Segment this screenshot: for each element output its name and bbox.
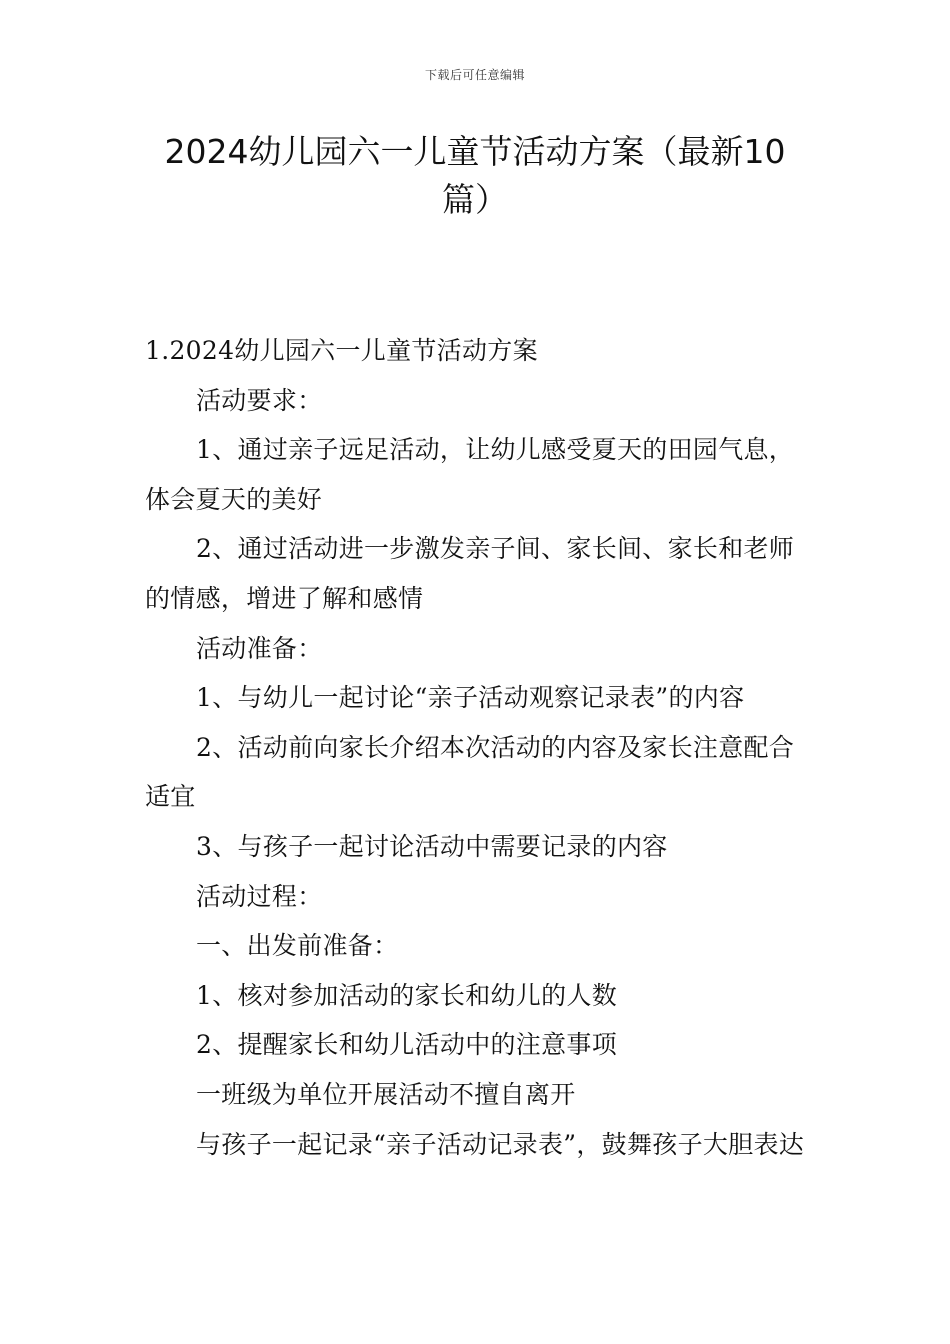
paragraph: 一、出发前准备： bbox=[196, 931, 399, 961]
paragraph: 活动过程： bbox=[196, 881, 323, 911]
paragraph: 活动准备： bbox=[196, 633, 323, 663]
paragraph: 3、与孩子一起讨论活动中需要记录的内容 bbox=[196, 831, 668, 861]
paragraph: 活动要求： bbox=[196, 385, 323, 415]
paragraph: 1、核对参加活动的家长和幼儿的人数 bbox=[196, 980, 618, 1010]
document-title: 2024幼儿园六一儿童节活动方案（最新10篇） bbox=[164, 132, 786, 219]
section-heading: 1.2024幼儿园六一儿童节活动方案 bbox=[145, 336, 538, 365]
paragraph: 一班级为单位开展活动不擅自离开 bbox=[196, 1079, 576, 1109]
paragraph: 与孩子一起记录“亲子活动记录表”，鼓舞孩子大胆表达 bbox=[196, 1129, 805, 1159]
header-note: 下载后可任意编辑 bbox=[424, 68, 525, 82]
paragraph: 2、活动前向家长介绍本次活动的内容及家长注意配合适宜 bbox=[145, 732, 795, 812]
paragraph: 1、与幼儿一起讨论“亲子活动观察记录表”的内容 bbox=[196, 683, 745, 713]
document-body bbox=[145, 326, 810, 1169]
paragraph: 2、提醒家长和幼儿活动中的注意事项 bbox=[196, 1030, 618, 1060]
paragraph: 2、通过活动进一步激发亲子间、家长间、家长和老师的情感，增进了解和感情 bbox=[145, 534, 795, 613]
paragraph: 1、通过亲子远足活动，让幼儿感受夏天的田园气息，体会夏天的美好 bbox=[145, 435, 795, 514]
